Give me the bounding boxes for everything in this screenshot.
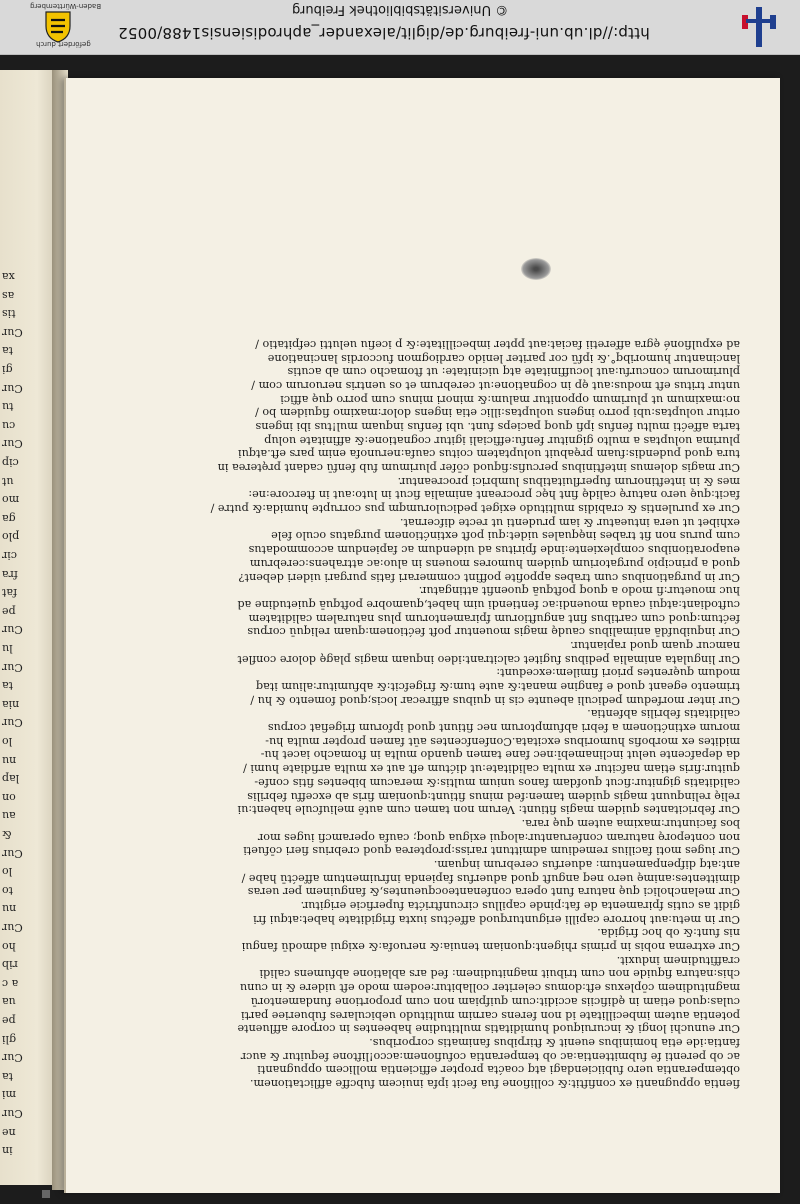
left-page-fragment: nu — [2, 902, 17, 916]
left-page-fragment: cip — [2, 456, 19, 469]
text-line: ad expulfioné ęgra afferetii faciat:aut ppter imbecillitate:& p icefiu uelutti cefpitatio / — [255, 337, 740, 351]
left-page-fragment: to — [2, 883, 14, 897]
left-page-fragment: nu — [2, 753, 17, 767]
text-line: facit:quę uero naturę calidę fint hęc procreant animalia ficut in luto:aut in ftercore:ne: — [248, 488, 740, 502]
text-line: mes & in inteftinorum fuperfluitatibus lumbrici procreantur. — [397, 474, 740, 488]
left-page-fragment: Cur — [2, 325, 23, 339]
corner-mark — [42, 1190, 50, 1198]
left-page-fragment: Cur — [2, 716, 23, 730]
text-line: Cur lingulata animalia pedibus fugitet calcitrant:ideo inquam magis plagę dolore conflet — [237, 652, 740, 666]
left-page-fragment: rib — [2, 958, 18, 972]
text-line: no:maximum ut plurimum opponitur malum:& minori minus cum porro quę affici — [280, 392, 740, 406]
text-line: Cur ex purulentis & crabidis multitudo exiget pediculorumqm pus corrupte humida:& putre / — [210, 502, 740, 516]
left-page-fragment: gi — [2, 363, 13, 376]
text-line: Cur eunuchi longi & incuruiquod humiditatis multitudine habeentes in corpore affluente — [237, 1022, 740, 1036]
left-page-fragment: & — [2, 828, 12, 841]
text-line: midites ex morbofis humoribus excitata.Confenfcentes aūt famen propter multa hu- — [265, 734, 740, 748]
left-page-fragment: ne — [2, 1125, 16, 1139]
left-page-fragment: plo — [2, 530, 20, 544]
left-page-fragment: cu — [2, 418, 16, 432]
left-page-fragment: Cur — [2, 623, 23, 637]
text-line: plurimorum concurfu:aut locuffinitate atq uicinitate: ut ftomacho cum ab acutis — [287, 365, 740, 379]
left-page-fragment: Cur — [2, 437, 23, 451]
left-page-fragment: Cur — [2, 1051, 23, 1065]
left-page-fragment: au — [2, 809, 16, 823]
text-line: culas:quod etiam in ędificiis accidit:cum quifpiam non cum proportione fundamentorū — [250, 994, 740, 1008]
left-page-fragment: lap — [2, 772, 20, 786]
left-page-fragment: on — [2, 790, 16, 804]
text-line: modum quęrentes priori fimilem:excedunt: — [496, 666, 740, 680]
text-line: Cur febricitantes quidem magis fitiunt: Verum non tamen cum autē meliufcule habent:ui — [237, 803, 740, 817]
text-line: fećtum:quod cum cartibus fint anguftiorum fpiramentorum plus naturalem caliditatem — [248, 611, 740, 625]
left-page-fragment: cir — [2, 549, 17, 562]
text-line: Cur in metu:aut horrore capilli erigunturquod affećtus iuxta frigiditate habet:atqui fri — [253, 912, 740, 926]
left-page-fragment: lo — [2, 865, 13, 879]
left-page-fragment: Cur — [2, 846, 23, 860]
left-page-fragment: fat — [2, 586, 18, 600]
text-line: ant:atq difpenpamentum: aduerfus cerebrum inquam. — [433, 858, 740, 871]
text-line: trimento egeant quod e fangine manat:& aute tum:& frigefcit:& abfumitur:alium itaq — [255, 680, 740, 694]
text-line: chis:natura fiquide non cum tribuit magnitudinem: fed ars ablatione abfumens calidi — [259, 967, 740, 981]
text-line: fientia oppugnanti ex confiftit:& collifione fua fecit ipfa inuicem fubcffe afflictationem. — [249, 1077, 740, 1090]
text-line: Cur magis dolemus inteftinibus percufis:fiquod cōfer plurimum fub fenfū cadant pręterea in — [217, 461, 740, 475]
left-page-fragment: in — [2, 1144, 13, 1158]
text-line: nis funt:& ob hoc frigida. — [597, 926, 740, 940]
document-url-link[interactable]: http://dl.ub.uni-freiburg.de/diglit/alexander_aphrodisiensis1488/0052 — [118, 24, 650, 42]
left-page-fragment: as — [2, 288, 15, 302]
text-line: oritur uoluptas:ubi porro ingens uoluptas:illic etia ingens dolor:maximo fiquidem bo / — [255, 406, 740, 420]
text-line: Cur inquibufdā animalibus caudę magis mouentur poft fećtionem:quam reliquū corpus — [247, 625, 740, 639]
text-line: tarta affećti multu fenfus ipfi quoq pacieps funt. ubi fenfus inquam mul!tus ibi ingens — [255, 420, 740, 433]
text-line: magnitudinem cōplexus eft:domus celeriter collabitur:eodem modo eft uidere & in cunu — [239, 981, 740, 995]
text-line: caliditatis febrilis abfentia. — [587, 707, 740, 721]
left-page-fragment: ga — [2, 511, 16, 525]
copyright-notice: © Universitätsbibliothek Freiburg — [291, 2, 508, 17]
text-line: Cur inter morfedum pediculi abeunte cis in quibus affirecar locis;quod fomento & hu / — [250, 693, 740, 707]
text-line: caliditatis gignitur:ficut quofdam fanos unium multis:& meracum bibentes fitis confe- — [254, 775, 740, 789]
left-page-fragment: pe — [2, 604, 16, 618]
text-line: dimittentes:animę uero neq anguft quod aduerfus fapienda infruimentum affećtū habe / — [241, 871, 740, 885]
left-page-fragment: lo — [2, 735, 13, 748]
page-text-block — [100, 268, 740, 1090]
text-line: euaporationibus complexiente:inde fpiritus ad uidendum ac fapiendum accommodatus — [248, 543, 740, 557]
ub-freiburg-logo-icon[interactable] — [738, 5, 780, 49]
text-line: lancinantur humoribq°.& ipfū cor pariter lenido cardiogmon fuccordis lancinatione — [267, 351, 740, 365]
left-page-fragment: mi — [2, 1088, 16, 1102]
text-line: potentia autem imbecillitate id non ferens carnim multitudo uebiculares fubueriee parti — [240, 1008, 740, 1022]
left-page-fragment: ut — [2, 474, 14, 488]
left-page-fragment: Cur — [2, 381, 23, 395]
left-page-fragment: fra — [2, 567, 18, 581]
sponsor-label-top: gefördert durch — [36, 40, 91, 48]
text-line: ac ob perenti fe fubmittentia:ac ob temperantia cofufionem:acco!liftone fequitur & aucr — [240, 1049, 740, 1063]
text-line: obtemperantia uero fubiiciendagi atq coaćta propter efficientia mollicem oppugnanti — [257, 1063, 740, 1077]
left-page-fragment: gli — [2, 1032, 17, 1046]
text-line: cum purus non fit trabes inęquales uidet:qui poft extinćtionem purgatus oculo fele — [271, 529, 740, 543]
left-page-fragment: lu — [2, 642, 13, 655]
library-banner — [0, 0, 800, 55]
text-line: quitur:firis etiam nafcitur ex multa caliditate:ut dićtum eft aut ex multa arfidiate humi / — [243, 762, 740, 776]
text-line: Cur extrema nobis in primis rhigent:quoniam tenuia:& neruofa:& exigui admodū fangui — [241, 940, 740, 954]
left-page-fragment: ho — [2, 939, 16, 953]
left-page-fragment: tu — [2, 400, 14, 414]
text-line: da depafcente uelut inclinamebī:nec fane tamen quando multa in ftomacho iacet hu- — [260, 748, 740, 762]
text-line: huc mouetur:fi modo a quoq poftquā quoenfit attingatur. — [418, 584, 740, 598]
text-line: relię relinquunt magis quidem tamen:fed minus fitiunt:quoniam firis ab exceffu febrilis — [247, 789, 740, 803]
text-line: gidit as cutis fpiramenta de fat:pinde capillus circunftrićta fuperficie erigitur. — [300, 899, 740, 913]
left-page-fragment: Cur — [2, 660, 23, 674]
text-line: fantia:ide etia hominibus euenit & ftirpibus fanimatis corporibus. — [369, 1035, 740, 1049]
text-line: plurima uoluptas a multo gignitur fenfu:efficiali igitur cognatione:& affinitate uolup — [264, 433, 740, 447]
left-page-fragment: ua — [2, 995, 16, 1009]
left-page-fragment: Cur — [2, 921, 23, 934]
text-line: namcur quam quod rapiantur. — [570, 639, 740, 652]
left-page-fragment: ta — [2, 1069, 13, 1083]
text-line: quod a principio purgatorium quidem humores mouens in aluo:ac attrahens:cerebrum — [249, 556, 740, 570]
left-page-fragment: ta — [2, 679, 13, 693]
left-page-fragment: nia — [2, 697, 20, 711]
text-line: exhibet ut uera intueatur & iam prudenti ut recte difcernat. — [399, 515, 740, 529]
text-line: craffitudinem induxit. — [616, 953, 740, 967]
left-page-fragment: Cur — [2, 1107, 23, 1120]
left-page-fragment: a c — [2, 976, 19, 990]
text-line: bos faciuntur:maxima autem quę rara. — [521, 816, 740, 830]
text-line: cuftodiant:atqui cauda mouendi:ac fentiendi uim habet,quamobre poftquā quietudine ad — [237, 597, 740, 611]
text-line: morum extinćtionem a febri abfumptorum nec fitiunt quod ipforum frigefiat corpus — [267, 721, 740, 735]
text-line: non conteporę naturam conferuantur:aloqui exigua quoq; caufa operamcfi iuges mor — [257, 830, 740, 844]
left-page-fragment: pe — [2, 1014, 16, 1027]
left-page-fragment: mo — [2, 493, 20, 507]
text-line: untur tritus eft modus:aut ęp in cognatione:ut cerebrum et os uentris neruorum com / — [251, 378, 740, 392]
sponsor-label-bottom: Baden-Württemberg — [30, 2, 102, 10]
text-line: Cur melancholici quę natura funt opera confenanteocqueuntes,& fanguinem per ueras — [247, 885, 740, 899]
text-line: Cur in purgationibus cum trabes appofite poffint commerari fatis purgari uideri debent? — [238, 570, 740, 584]
left-page-fragment: xa — [2, 270, 15, 283]
left-page-fragment: ta — [2, 344, 13, 358]
text-line: tura quod pudendis:fuam pręabuit uoluptatem coitus caufa:nerunofa enim pars eft.atqui — [238, 447, 740, 461]
text-line: Cur iuges moti facilius remedium admittunt rariss:propterea quod crebrius fieri cōfueti — [243, 844, 740, 858]
left-page-fragment: tis — [2, 307, 16, 321]
